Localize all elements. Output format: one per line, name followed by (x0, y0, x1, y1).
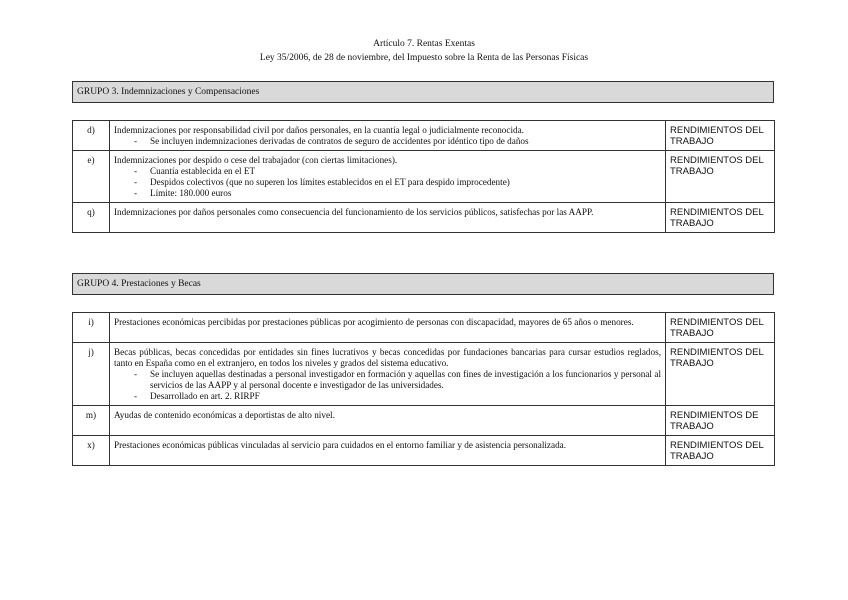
row-category: RENDIMIENTOS DEL TRABAJO (666, 203, 775, 233)
row-code: j) (73, 343, 110, 406)
page-subtitle: Ley 35/2006, de 28 de noviembre, del Impuesto sobre la Renta de las Personas Físicas (259, 53, 589, 63)
row-text: Becas públicas, becas concedidas por entidades sin fines lucrativos y becas concedidas por fundaciones bancarias para cursar estudios reglados, tanto en España como en el extranjero, en todos los niveles y grados del sistema educativo. (114, 347, 661, 368)
row-description (110, 343, 666, 406)
row-description (110, 121, 666, 151)
table-row (73, 151, 775, 203)
row-category: RENDIMIENTOS DEL TRABAJO (666, 436, 775, 466)
row-code: i) (73, 313, 110, 343)
row-category: RENDIMIENTOS DEL TRABAJO (666, 343, 775, 406)
table-row (73, 436, 775, 466)
row-bullet: - Despidos colectivos (que no superen los límites establecidos en el ET para despido improcedente) (134, 177, 661, 188)
table-row (73, 203, 775, 233)
row-category: RENDIMIENTOS DEL TRABAJO (666, 151, 775, 203)
table-row (73, 406, 775, 436)
row-description (110, 203, 666, 233)
row-category: RENDIMIENTOS DEL TRABAJO (666, 121, 775, 151)
row-code: m) (73, 406, 110, 436)
row-bullet-list (114, 136, 661, 147)
row-bullet: - Se incluyen aquellas destinadas a personal investigador en formación y aquellas con fines de investigación a los funcionarios y personal al servicios de las AAPP y al personal docente e investigador de las universidades. (134, 369, 661, 391)
row-category: RENDIMIENTOS DEL TRABAJO (666, 313, 775, 343)
row-text: Ayudas de contenido económicas a deportistas de alto nivel. (114, 410, 335, 420)
row-text: Prestaciones económicas públicas vinculadas al servicio para cuidados en el entorno familiar y de asistencia personalizada. (114, 440, 567, 450)
row-description (110, 406, 666, 436)
row-description (110, 151, 666, 203)
row-code: x) (73, 436, 110, 466)
row-bullet-list (114, 166, 661, 199)
row-code: q) (73, 203, 110, 233)
row-text: Indemnizaciones por responsabilidad civil por daños personales, en la cuantía legal o judicialmente reconocida. (114, 125, 524, 135)
row-bullet: - Cuantía establecida en el ET (134, 166, 661, 177)
row-bullet: - Desarrollado en art. 2. RIRPF (134, 391, 661, 402)
row-code: d) (73, 121, 110, 151)
group-3-table (72, 120, 775, 233)
group-4-table (72, 312, 775, 466)
group-4-header: GRUPO 4. Prestaciones y Becas (72, 273, 774, 295)
row-bullet: - Se incluyen indemnizaciones derivadas de contratos de seguro de accidentes por idéntico tipo de daños (134, 136, 661, 147)
table-row (73, 121, 775, 151)
row-text: Indemnizaciones por despido o cese del trabajador (con ciertas limitaciones). (114, 155, 398, 165)
row-text: Indemnizaciones por daños personales como consecuencia del funcionamiento de los servicios públicos, satisfechas por las AAPP. (114, 207, 594, 217)
row-text: Prestaciones económicas percibidas por prestaciones públicas por acogimiento de personas con discapacidad, mayores de 65 años o menores. (114, 317, 634, 327)
table-row (73, 313, 775, 343)
row-description (110, 436, 666, 466)
row-code: e) (73, 151, 110, 203)
group-3-header: GRUPO 3. Indemnizaciones y Compensaciones (72, 81, 774, 103)
row-bullet-list (114, 369, 661, 402)
table-row (73, 343, 775, 406)
row-category: RENDIMIENTOS DE TRABAJO (666, 406, 775, 436)
page-title: Artículo 7. Rentas Exentas (373, 39, 475, 49)
row-bullet: - Límite: 180.000 euros (134, 188, 661, 199)
row-description (110, 313, 666, 343)
